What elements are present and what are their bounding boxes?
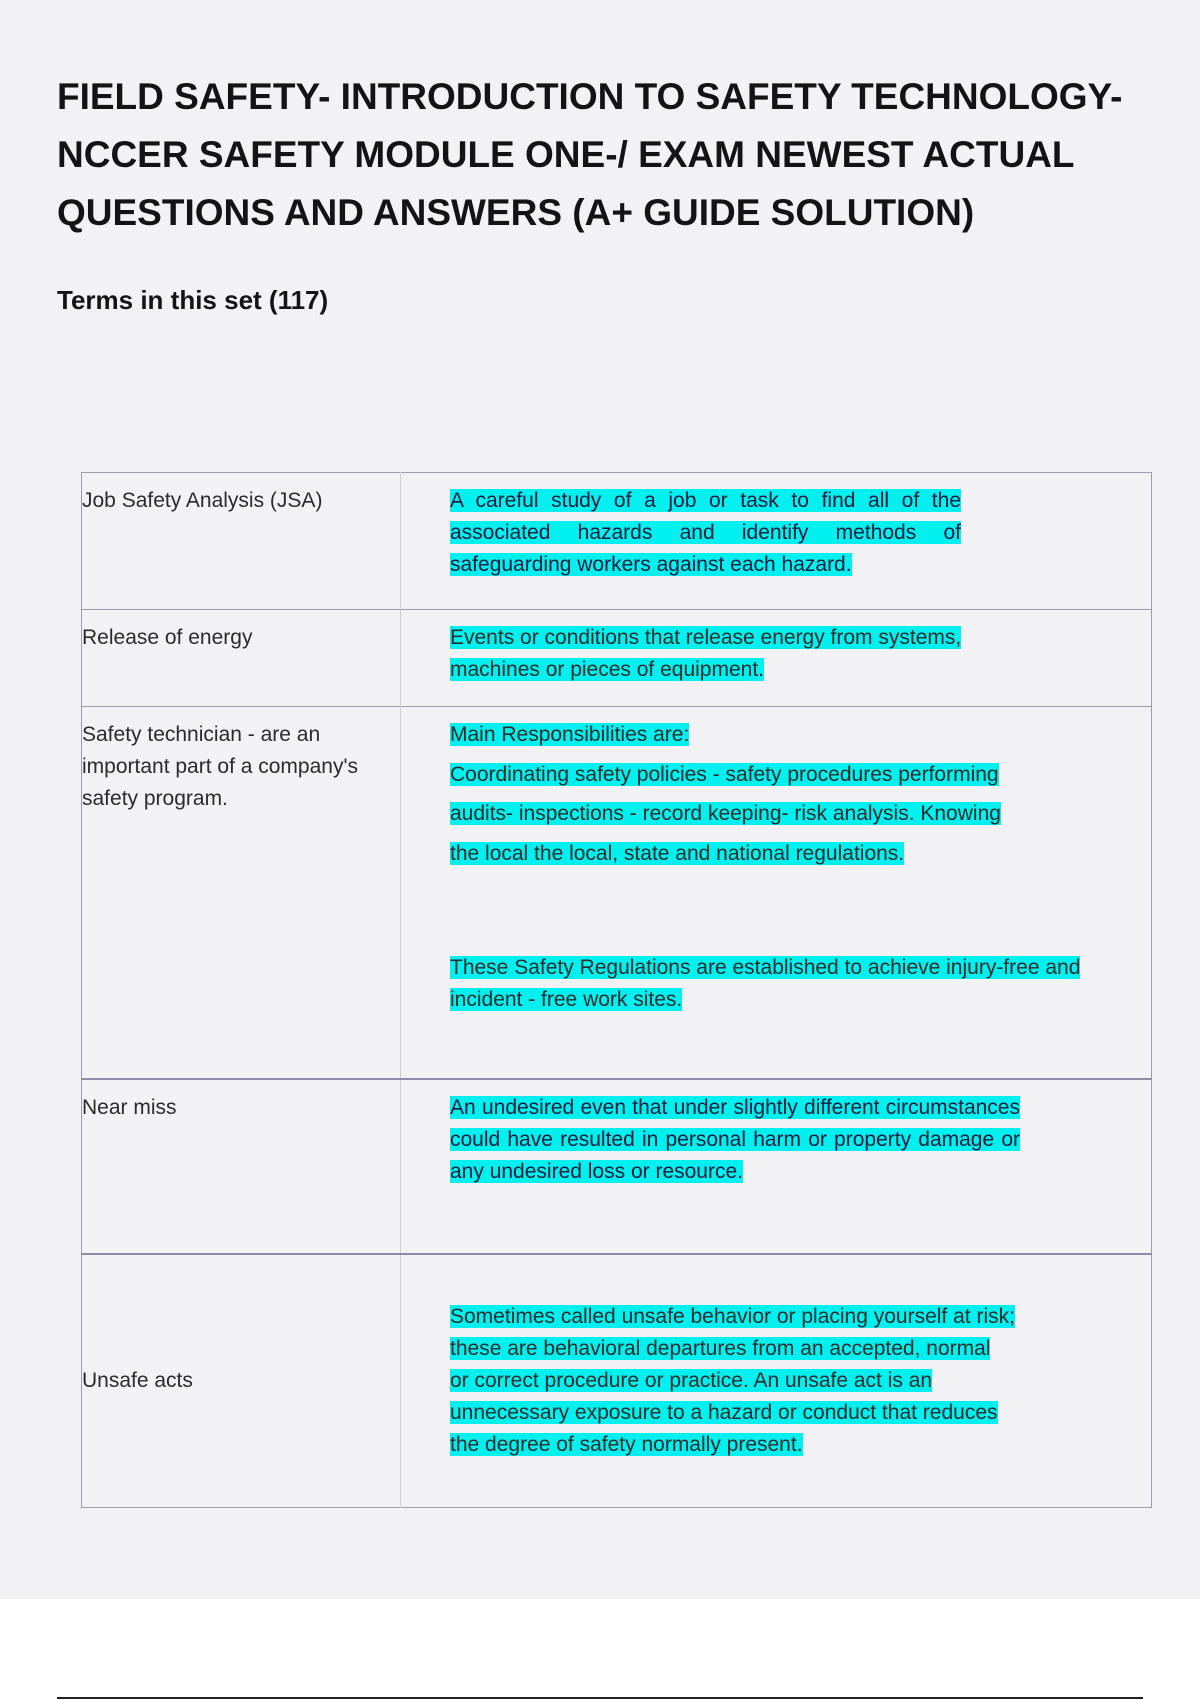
table-row [82, 610, 1152, 707]
definition-line: or correct procedure or practice. An unsafe act is an [450, 1368, 933, 1392]
term-text: Safety technician - are an important part of a company's safety program. [82, 723, 358, 810]
terms-count-heading: Terms in this set (117) [57, 285, 329, 315]
definition-line: the degree of safety normally present. [450, 1432, 803, 1456]
table-row [82, 707, 1152, 1079]
term-text: Unsafe acts [82, 1368, 193, 1392]
definition-line: audits- inspections - record keeping- risk analysis. Knowing [450, 802, 1001, 825]
term-cell [82, 707, 401, 1079]
term-cell: Job Safety Analysis (JSA) [82, 489, 323, 512]
definition-line: incident - free work sites. [450, 988, 683, 1011]
definition-text: A careful study of a job or task to find all of the associated hazards and identify methods of safeguarding workers against each hazard. [450, 489, 961, 576]
definition-line: machines or pieces of equipment. [450, 658, 765, 681]
terms-table [81, 472, 1152, 1508]
table-row [82, 1254, 1152, 1508]
footer-divider [57, 1697, 1143, 1699]
term-cell: Release of energy [82, 626, 253, 649]
definition-text: An undesired even that under slightly different circumstances could have resulted in personal harm or property damage or any undesired loss or resource. [450, 1095, 1020, 1183]
definition-line: These Safety Regulations are established to achieve injury-free and [450, 956, 1081, 979]
definition-line: Sometimes called unsafe behavior or placing yourself at risk; [450, 1304, 1015, 1328]
document-title: FIELD SAFETY- INTRODUCTION TO SAFETY TECHNOLOGY- NCCER SAFETY MODULE ONE-/ EXAM NEWEST ACTUAL QUESTIONS AND ANSWERS (A+ GUIDE SOLUTION) [57, 76, 1123, 233]
term-cell: Near miss [82, 1095, 177, 1119]
definition-line: Main Responsibilities are: [450, 723, 690, 746]
definition-line: these are behavioral departures from an accepted, normal [450, 1336, 991, 1360]
definition-line: unnecessary exposure to a hazard or conduct that reduces [450, 1400, 998, 1424]
definition-line: Events or conditions that release energy from systems, [450, 626, 962, 649]
definition-cell [401, 707, 1152, 1079]
definition-cell [401, 1254, 1152, 1508]
definition-cell [401, 473, 1152, 610]
definition-cell [401, 610, 1152, 707]
definition-line: Coordinating safety policies - safety procedures performing [450, 762, 999, 786]
definition-cell [401, 1079, 1152, 1254]
term-cell [82, 1254, 401, 1508]
table-row [82, 1079, 1152, 1254]
definition-line: the local the local, state and national regulations. [450, 841, 905, 865]
table-row [82, 473, 1152, 610]
